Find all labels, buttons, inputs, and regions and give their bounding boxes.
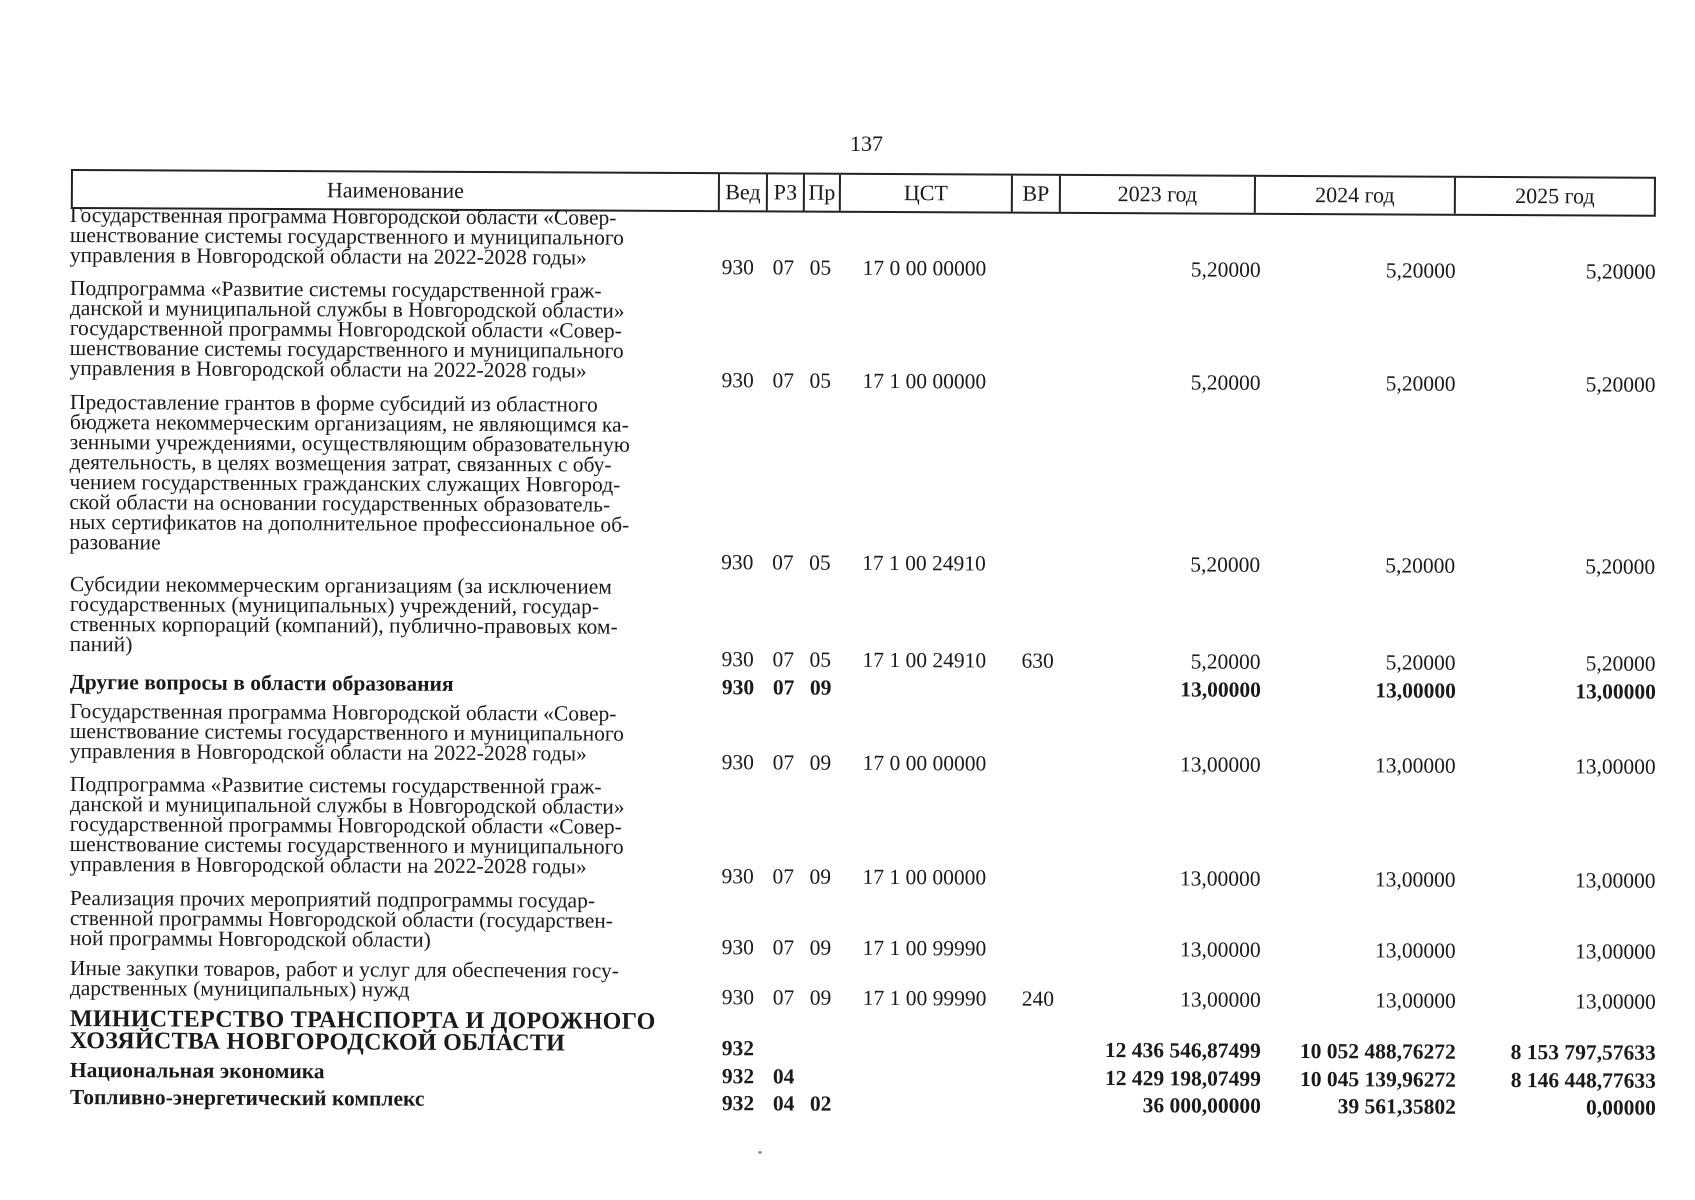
scan-speck <box>758 1151 762 1154</box>
row-cst: 17 1 00 24910 <box>862 550 986 576</box>
table-row-ministry <box>0 1008 1695 1064</box>
row-2024: 39 561,35802 <box>1337 1094 1456 1119</box>
row-2025: 13,00000 <box>1575 989 1656 1014</box>
row-2023: 12 436 546,87499 <box>1104 1038 1261 1063</box>
row-2023: 5,20000 <box>1190 257 1261 282</box>
row-ved: 930 <box>721 550 754 575</box>
row-2024: 10 052 488,76272 <box>1299 1039 1456 1064</box>
row-2025: 13,00000 <box>1575 754 1656 779</box>
row-cst <box>863 1088 1023 1089</box>
row-cst <box>863 1060 1023 1061</box>
table-row <box>0 888 1695 963</box>
row-ved: 930 <box>721 675 755 700</box>
header-name: Наименование <box>326 177 464 203</box>
table-row <box>0 958 1695 1013</box>
row-2025: 5,20000 <box>1585 651 1656 676</box>
row-2024: 5,20000 <box>1385 371 1456 396</box>
row-name: Государственная программа Новгородской области «Совер- шенствование системы государственного и муниципального управления в Новгородской области на 2022-2028 годы» <box>69 203 624 270</box>
row-pr: 05 <box>809 647 832 672</box>
row-vr: 630 <box>1021 648 1054 673</box>
row-name: Топливно-энергетический комплекс <box>69 1085 425 1111</box>
header-pr: Пр <box>803 175 839 211</box>
row-2024: 13,00000 <box>1375 753 1456 778</box>
row-2023: 36 000,00000 <box>1142 1093 1261 1118</box>
row-2024: 5,20000 <box>1385 553 1456 578</box>
row-pr: 09 <box>809 985 832 1010</box>
row-2023: 13,00000 <box>1180 987 1261 1012</box>
row-rz: 07 <box>772 675 795 700</box>
row-cst <box>863 699 1023 700</box>
table-row <box>0 774 1695 892</box>
row-name: Субсидии некоммерческим организациям (за исключением государственных (муниципальных) учреждений, государ- ственных корпораций (компаний), публично-правовых ком- паний) <box>69 572 618 657</box>
row-2025: 13,00000 <box>1574 868 1656 893</box>
row-2025: 5,20000 <box>1585 259 1656 284</box>
table-row <box>0 701 1695 778</box>
row-ved: 930 <box>721 864 754 889</box>
header-2025: 2025 год <box>1454 178 1654 215</box>
row-cst <box>863 1115 1023 1116</box>
row-2023: 13,00000 <box>1180 677 1261 702</box>
row-2024: 5,20000 <box>1385 650 1456 675</box>
table-row <box>0 574 1695 675</box>
row-pr: 09 <box>809 935 832 960</box>
row-cst: 17 1 00 99990 <box>862 935 987 961</box>
row-2023: 13,00000 <box>1179 866 1261 891</box>
row-name: Иные закупки товаров, работ и услуг для обеспечения госу- дарственных (муниципальных) нужд <box>69 956 620 1002</box>
row-2023: 5,20000 <box>1190 649 1261 674</box>
row-2023: 12 429 198,07499 <box>1104 1066 1261 1091</box>
row-name: Подпрограмма «Развитие системы государственной граж- данской и муниципальной службы в Новгородской области» государственной программы Новгородской области «Совер- шенствование системы государственного и муниципального управления в Новгородской области на 2022-2028 годы» <box>69 772 625 879</box>
row-2025: 5,20000 <box>1585 372 1656 397</box>
row-ved: 930 <box>721 368 754 393</box>
header-rz: РЗ <box>766 174 803 210</box>
row-2025: 0,00000 <box>1585 1095 1656 1120</box>
row-2025: 13,00000 <box>1575 939 1656 964</box>
row-2023: 13,00000 <box>1180 937 1261 962</box>
row-2024: 13,00000 <box>1375 678 1456 703</box>
row-ved: 932 <box>721 1036 755 1061</box>
row-2024: 10 045 139,96272 <box>1299 1067 1456 1092</box>
row-2025: 5,20000 <box>1585 554 1656 579</box>
row-pr: 09 <box>809 750 832 775</box>
row-rz: 07 <box>772 935 795 960</box>
row-cst: 17 0 00 00000 <box>862 255 987 281</box>
header-ved: Вед <box>718 174 766 210</box>
row-cst: 17 1 00 00000 <box>862 864 987 890</box>
table-row-subtotal <box>0 672 1695 703</box>
row-pr: 05 <box>809 550 831 575</box>
row-2023: 5,20000 <box>1190 370 1261 395</box>
row-name: Предоставление грантов в форме субсидий из областного бюджета некоммерческим организациям, не являющимся ка- зенными учреждениями, осуществляющим образовательную деятельность, в целях возмещения затрат, связанных с обу- чением государственных гражданских служащих Новгород- ской области на основании государственных образователь- ных сертификатов на дополнительное профессиональное об- разование <box>69 390 630 555</box>
row-2024: 5,20000 <box>1385 258 1456 283</box>
page-number: 137 <box>850 131 883 156</box>
row-vr: 240 <box>1021 986 1055 1011</box>
row-pr: 02 <box>809 1091 832 1116</box>
row-name: Подпрограмма «Развитие системы государственной граж- данской и муниципальной службы в Новгородской области» государственной программы Новгородской области «Совер- шенствование системы государственного и муниципального управления в Новгородской области на 2022-2028 годы» <box>69 276 625 383</box>
row-cst: 17 0 00 00000 <box>862 750 987 776</box>
row-rz: 07 <box>772 550 794 575</box>
row-2023: 5,20000 <box>1190 552 1261 577</box>
row-ved: 930 <box>721 647 754 672</box>
row-2025: 13,00000 <box>1575 679 1656 704</box>
row-rz: 07 <box>772 368 795 393</box>
row-name: Национальная экономика <box>69 1058 325 1084</box>
row-pr: 05 <box>809 255 832 280</box>
row-ved: 932 <box>721 1091 755 1116</box>
row-ved: 932 <box>721 1064 755 1089</box>
row-rz: 07 <box>772 255 795 280</box>
row-pr: 05 <box>809 368 832 393</box>
table-row <box>0 205 1695 283</box>
row-2024: 13,00000 <box>1374 867 1456 892</box>
row-2024: 13,00000 <box>1375 988 1456 1013</box>
table-row <box>0 278 1695 396</box>
row-2025: 8 146 448,77633 <box>1510 1068 1656 1093</box>
row-rz: 07 <box>772 985 795 1010</box>
row-name: Другие вопросы в области образования <box>69 670 454 696</box>
row-cst: 17 1 00 24910 <box>862 647 987 673</box>
row-name: Реализация прочих мероприятий подпрограммы государ- ственной программы Новгородской области (государствен- ной программы Новгородской области) <box>69 886 614 952</box>
row-ved: 930 <box>721 935 755 960</box>
row-cst: 17 1 00 99990 <box>862 985 987 1011</box>
header-2024: 2024 год <box>1254 177 1454 214</box>
row-rz: 07 <box>772 750 795 775</box>
table-row <box>0 392 1695 578</box>
row-ved: 930 <box>721 985 755 1010</box>
row-ved: 930 <box>721 750 755 775</box>
row-cst: 17 1 00 00000 <box>862 368 987 394</box>
row-2023: 13,00000 <box>1180 752 1261 777</box>
row-pr: 09 <box>809 675 832 700</box>
row-pr: 09 <box>809 864 832 889</box>
row-rz: 04 <box>772 1091 795 1116</box>
row-rz: 07 <box>772 864 795 889</box>
header-cst: ЦСТ <box>839 175 1011 212</box>
row-name: МИНИСТЕРСТВО ТРАНСПОРТА И ДОРОЖНОГО ХОЗЯЙСТВА НОВГОРОДСКОЙ ОБЛАСТИ <box>69 1006 656 1057</box>
header-vr: ВР <box>1011 176 1059 212</box>
row-2025: 8 153 797,57633 <box>1510 1040 1656 1065</box>
row-2024: 13,00000 <box>1375 938 1456 963</box>
header-2023: 2023 год <box>1059 176 1254 213</box>
row-ved: 930 <box>721 255 755 280</box>
row-rz: 04 <box>772 1064 795 1089</box>
row-name: Государственная программа Новгородской области «Совер- шенствование системы государственного и муниципального управления в Новгородской области на 2022-2028 годы» <box>69 699 624 766</box>
row-rz: 07 <box>772 647 795 672</box>
